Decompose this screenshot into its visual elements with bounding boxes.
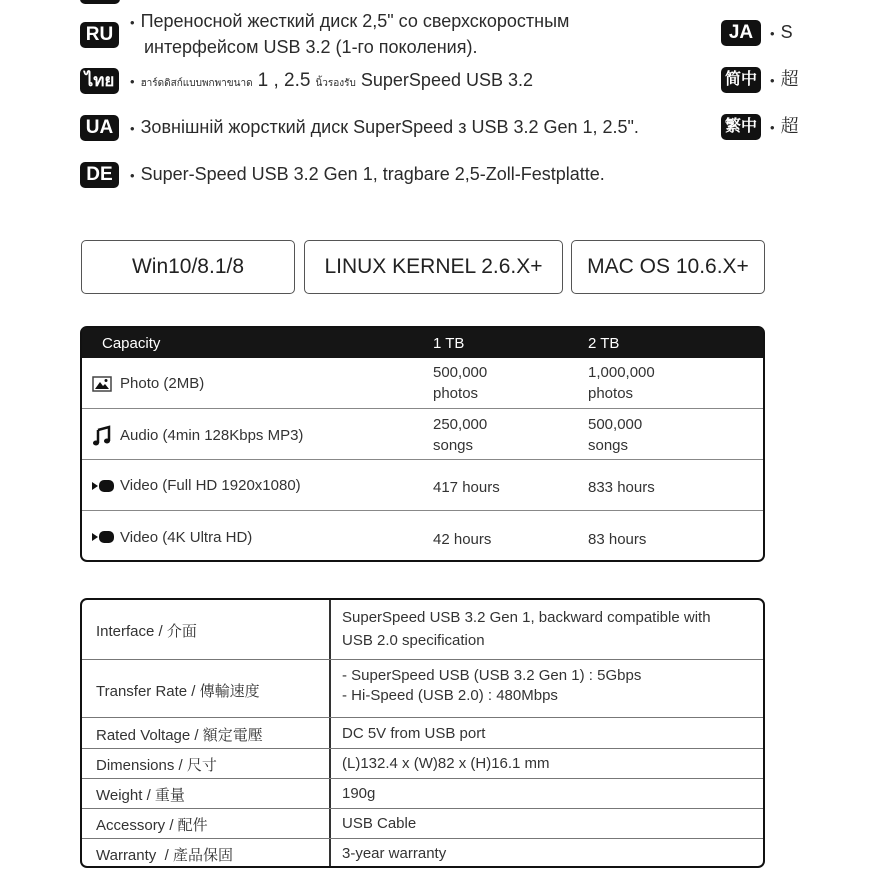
- table-row: Audio (4min 128Kbps MP3) 250,000 songs 500,000 songs: [82, 408, 763, 460]
- capacity-table: [80, 326, 765, 562]
- language-text-ru: • Переносной жесткий диск 2,5" со сверхскоростным интерфейсом USB 3.2 (1-го поколения).: [130, 11, 570, 57]
- header-2tb: 2 TB: [588, 335, 620, 352]
- os-support-windows: Win10/8.1/8: [81, 240, 295, 294]
- language-text-de: • Super-Speed USB 3.2 Gen 1, tragbare 2,5-Zoll-Festplatte.: [130, 164, 605, 184]
- language-badge-ja: JA: [721, 20, 761, 46]
- language-badge-de: DE: [80, 162, 119, 188]
- language-text-zh-hans: • 超: [770, 69, 799, 89]
- table-row: Photo (2MB) 500,000 photos 1,000,000 photos: [82, 358, 763, 408]
- capacity-table-header: [82, 328, 763, 358]
- table-row: Video (Full HD 1920x1080) 417 hours 833 hours: [82, 459, 763, 511]
- language-text-ja: • S: [770, 22, 793, 42]
- video-camera-icon: [92, 479, 116, 497]
- spec-row-rated-voltage: Rated Voltage / 額定電壓 DC 5V from USB port: [82, 717, 763, 749]
- music-note-icon: [92, 425, 112, 451]
- language-badge-partial: [80, 0, 120, 4]
- spec-row-weight: Weight / 重量 190g: [82, 778, 763, 809]
- language-text-ua: • Зовнішній жорсткий диск SuperSpeed з USB 3.2 Gen 1, 2.5".: [130, 117, 639, 137]
- language-badge-ru: RU: [80, 22, 119, 48]
- spec-row-warranty: Warranty / 產品保固 3-year warranty: [82, 838, 763, 869]
- video-camera-icon: [92, 530, 116, 548]
- bullet: •: [130, 14, 135, 30]
- header-capacity: Capacity: [102, 335, 161, 352]
- spec-row-transfer-rate: Transfer Rate / 傳輸速度 - SuperSpeed USB (USB 3.2 Gen 1) : 5Gbps - Hi-Speed (USB 2.0) : 480Mbps: [82, 659, 763, 718]
- spec-row-dimensions: Dimensions / 尺寸 (L)132.4 x (W)82 x (H)16.1 mm: [82, 748, 763, 779]
- language-text-zh-hant: • 超: [770, 116, 799, 136]
- language-badge-th: ไทย: [80, 68, 119, 94]
- spec-table: [80, 598, 765, 868]
- spec-row-interface: Interface / 介面 SuperSpeed USB 3.2 Gen 1, backward compatible with USB 2.0 specification: [96, 609, 711, 649]
- language-badge-ua: UA: [80, 115, 119, 141]
- language-badge-zh-hans: 简中: [721, 67, 761, 93]
- os-support-mac: MAC OS 10.6.X+: [571, 240, 765, 294]
- table-row: Video (4K Ultra HD) 42 hours 83 hours: [82, 510, 763, 563]
- photo-icon: [92, 376, 112, 396]
- language-text-th: • ฮาร์ดดิสก์แบบพกพาขนาด 1 , 2.5 นิ้วรองรับ SuperSpeed USB 3.2: [130, 70, 534, 91]
- language-badge-zh-hant: 繁中: [721, 114, 761, 140]
- header-1tb: 1 TB: [433, 335, 465, 352]
- os-support-linux: LINUX KERNEL 2.6.X+: [304, 240, 563, 294]
- spec-row-accessory: Accessory / 配件 USB Cable: [82, 808, 763, 839]
